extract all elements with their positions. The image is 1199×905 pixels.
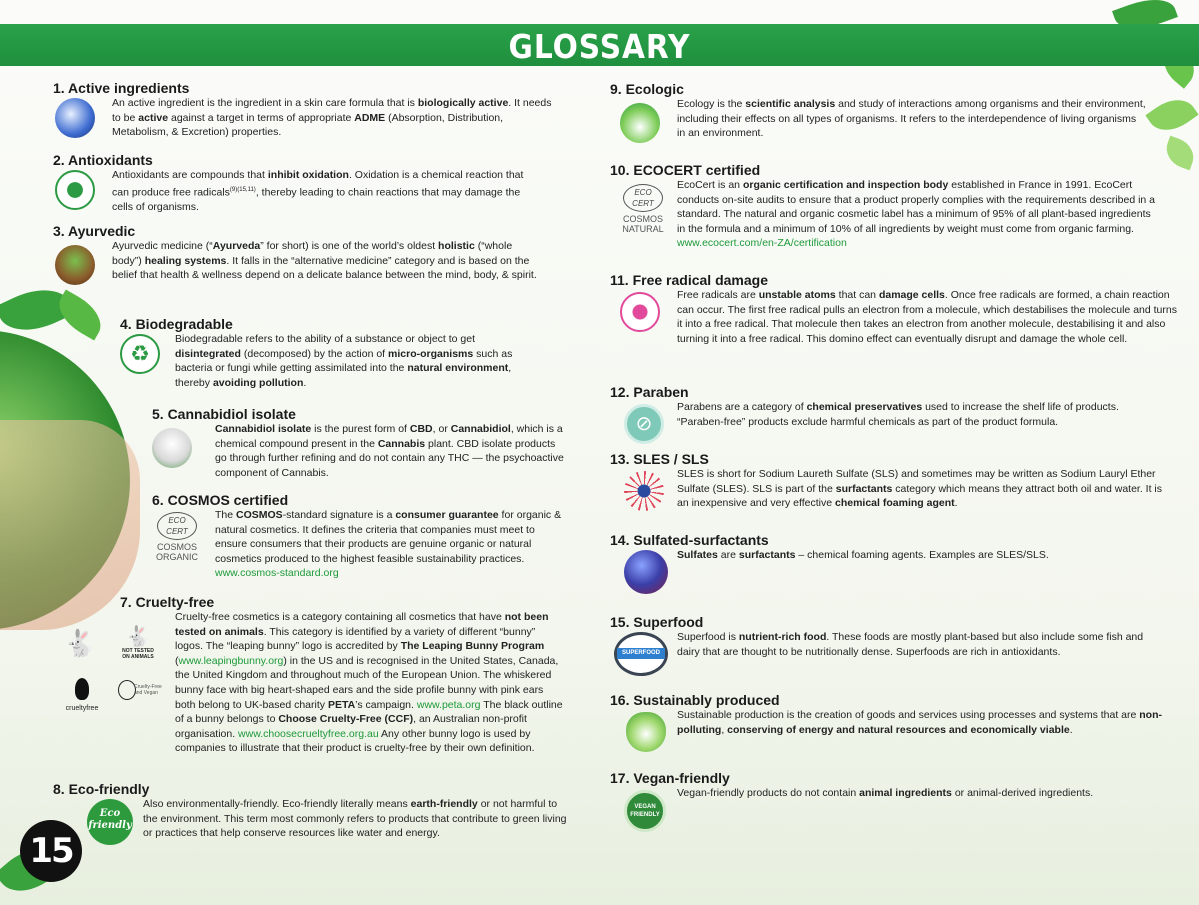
superfood-badge — [614, 632, 668, 676]
glossary-entry-ecologic — [610, 81, 1150, 151]
entry-text: SLES is short for Sodium Laureth Sulfate (SLS) and sometimes may be written as Sodium Lauryl Ether Sulfate (SLES). SLS is part of the surfactants category which means they attract both oil and water. It is an inexpensive and very effective chemical foaming agent. — [677, 468, 1162, 510]
entry-title: 11. Free radical damage — [610, 272, 768, 288]
logo-line: CERT — [166, 527, 188, 536]
entry-title: 4. Biodegradable — [120, 316, 233, 332]
glossary-entry-superfood — [610, 614, 1170, 684]
glossary-entry-paraben — [610, 384, 1170, 444]
not-tested-on-animals-logo: 🐇 NOT TESTED ON ANIMALS — [118, 626, 158, 664]
page-title: GLOSSARY — [508, 27, 691, 66]
entry-title: 17. Vegan-friendly — [610, 770, 730, 786]
glossary-entry-sustainably-produced — [610, 692, 1170, 762]
entry-text: An active ingredient is the ingredient in a skin care formula that is biologically active. It needs to be active against a target in terms of appropriate ADME (Absorption, Distribution, Metabolism, & Excretion) properties. — [112, 97, 552, 139]
glossary-entry-cruelty-free — [62, 594, 572, 774]
logo-line: ECO — [634, 188, 652, 197]
entry-title: 9. Ecologic — [610, 81, 684, 97]
entry-title: 2. Antioxidants — [53, 152, 153, 168]
entry-text: The COSMOS-standard signature is a consumer guarantee for organic & natural cosmetics. It defines the criteria that companies must meet to ensure consumers that their products are genuine organic or natural cosmetics produced to the highest feasible sustainability practices. www.cosmos-standard.org — [215, 509, 562, 580]
ecologic-city-icon — [620, 103, 660, 143]
entry-title: 8. Eco-friendly — [53, 781, 150, 797]
glossary-entry-free-radical — [610, 272, 1185, 367]
entry-title: 16. Sustainably produced — [610, 692, 780, 708]
entry-text: Parabens are a category of chemical preservatives used to increase the shelf life of products. “Paraben-free” products exclude harmful chemicals as part of the product formula. — [677, 401, 1119, 428]
entry-title: 7. Cruelty-free — [120, 594, 215, 610]
logo-line: COSMOS — [156, 542, 197, 552]
free-radical-atom-icon — [620, 292, 660, 332]
leaf-decoration — [1145, 90, 1198, 140]
logo-line: COSMOS — [622, 214, 663, 224]
vegan-friendly-badge — [624, 790, 666, 832]
entry-title: 13. SLES / SLS — [610, 451, 709, 467]
cosmos-natural-logo — [618, 184, 668, 240]
antioxidant-icon — [55, 170, 95, 210]
herbs-bowl-icon — [55, 245, 95, 285]
entry-title: 6. COSMOS certified — [152, 492, 289, 508]
entry-text: Ayurvedic medicine (“Ayurveda” for short) is one of the world’s oldest holistic (“whole body”) healing systems. It falls in the “alternative medicine” category and is based on the belief that health & wellness depend on a delicate balance between the mind, body, & spirit. — [112, 240, 537, 282]
entry-text: Cannabidiol isolate is the purest form of CBD, or Cannabidiol, which is a chemical compound present in the Cannabis plant. CBD isolate products go through further refining and do not contain any THC — the psychoactive component of Cannabis. — [215, 423, 564, 479]
entry-text: Free radicals are unstable atoms that can damage cells. Once free radicals are formed, a chain reaction can occur. The first free radical pulls an electron from a molecule, which destabilises the molecule and turns it into a free radical. That molecule then takes an electron from another molecule, destabilising it and also turning it into a free radical. This domino effect can eventually disrupt and damage the whole cell. — [677, 289, 1177, 345]
glossary-entry-biodegradable — [120, 316, 550, 391]
entry-title: 14. Sulfated-surfactants — [610, 532, 769, 548]
glossary-entry-eco-friendly — [53, 781, 578, 841]
sprout-shield-icon — [626, 712, 666, 752]
entry-text: Cruelty-free cosmetics is a category containing all cosmetics that have not been tested on animals. This category is identified by a variety of different “bunny” logos. The “leaping bunny” logo is accredited by The Leaping Bunny Program (www.leapingbunny.org) in the US and is recognised in the United States, Canada, the United Kingdom and throughout much of the European Union. The whiskered bunny face with big heart-shaped ears and the side profile bunny with pink ears both belong to UK-based charity PETA’s campaign. www.peta.org The black outline of a bunny belongs to Choose Cruelty-Free (CCF), an Australian non-profit organisation. www.choosecrueltyfree.org.au Any other bunny logo is used by companies to illustrate that their product is cruelty-free by their own definition. — [175, 611, 563, 755]
entry-text: Superfood is nutrient-rich food. These foods are mostly plant-based but also include some fish and dairy that are thought to be nutritionally dense. Superfoods are rich in antioxidants. — [677, 631, 1144, 658]
entry-title: 3. Ayurvedic — [53, 223, 136, 239]
glossary-entry-active-ingredients — [53, 80, 553, 140]
molecule-icon — [55, 98, 95, 138]
entry-text: EcoCert is an organic certification and inspection body established in France in 1991. EcoCert conducts on-site audits to ensure that a product properly complies with the requirements described in a standard. The natural and organic cosmetic label has a minimum of 95% of all plant-based ingredients in the formula and a minimum of 10% of all ingredients by weight must come from organic farming. www.ecocert.com/en-ZA/certification — [677, 179, 1156, 250]
glossary-entry-cosmos — [152, 492, 572, 582]
entry-text: Sulfates are surfactants – chemical foaming agents. Examples are SLES/SLS. — [677, 549, 1049, 561]
eco-friendly-badge — [87, 799, 133, 845]
logo-line: Eco friendly — [88, 808, 132, 831]
paraben-free-icon: ⊘ — [624, 404, 664, 444]
header-banner — [0, 24, 1199, 66]
glossary-entry-sulfated-surfactants — [610, 532, 1170, 597]
entry-text: Also environmentally-friendly. Eco-friendly literally means earth-friendly or not harmful to the environment. This term most commonly refers to products that contribute to green living or practices that help conserve resources like water and energy. — [143, 798, 567, 840]
logo-line: NOT TESTED ON ANIMALS — [122, 648, 154, 660]
logo-line: SUPERFOOD — [617, 648, 665, 659]
entry-title: 10. ECOCERT certified — [610, 162, 761, 178]
entry-text: Antioxidants are compounds that inhibit oxidation. Oxidation is a chemical reaction that can produce free radicals$^{(9)(15,11)}$, thereby leading to chain reactions that may damage the cells of organisms. — [112, 169, 524, 213]
entry-text: Vegan-friendly products do not contain animal ingredients or animal-derived ingredients. — [677, 787, 1094, 799]
cruelty-free-vegan-logo — [118, 680, 162, 716]
cbd-crystal-icon — [152, 428, 192, 468]
glossary-entry-vegan-friendly — [610, 770, 1170, 840]
sulfate-sphere-icon — [624, 550, 668, 594]
logo-line: NATURAL — [622, 224, 664, 234]
entry-text: Biodegradable refers to the ability of a substance or object to get disintegrated (decomposed) by the action of micro-organisms such as bacteria or fungi while getting assimilated into the natural environment, thereby avoiding pollution. — [175, 333, 513, 389]
page-number: 15 — [20, 820, 82, 882]
logo-line: Cruelty-Free and Vegan — [134, 684, 162, 696]
recycle-icon: ♻ — [120, 334, 160, 374]
logo-line: CERT — [632, 199, 654, 208]
entry-title: 15. Superfood — [610, 614, 704, 630]
entry-title: 12. Paraben — [610, 384, 689, 400]
cosmos-organic-logo — [152, 512, 202, 568]
glossary-entry-ayurvedic — [53, 223, 553, 298]
glossary-entry-cannabidiol — [152, 406, 572, 481]
surfactant-molecule-icon — [624, 471, 664, 511]
entry-title: 5. Cannabidiol isolate — [152, 406, 296, 422]
entry-text: Sustainable production is the creation of goods and services using processes and systems that are non-polluting, conserving of energy and natural resources and economically viable. — [677, 709, 1163, 736]
glossary-entry-sles-sls — [610, 451, 1170, 521]
leaping-bunny-icon: 🐇 — [63, 628, 97, 658]
logo-line: crueltyfree — [65, 705, 99, 712]
logo-line: VEGAN FRIENDLY — [630, 804, 660, 818]
logo-line: ORGANIC — [155, 552, 198, 562]
entry-title: 1. Active ingredients — [53, 80, 190, 96]
crueltyfree-bunny-logo — [62, 678, 102, 718]
glossary-entry-ecocert — [610, 162, 1170, 257]
logo-line: ECO — [168, 516, 186, 525]
entry-text: Ecology is the scientific analysis and study of interactions among organisms and their environment, including their effects on all types of organisms. It refers to the interdependence of living organisms in an environment. — [677, 98, 1146, 140]
glossary-entry-antioxidants — [53, 152, 553, 212]
